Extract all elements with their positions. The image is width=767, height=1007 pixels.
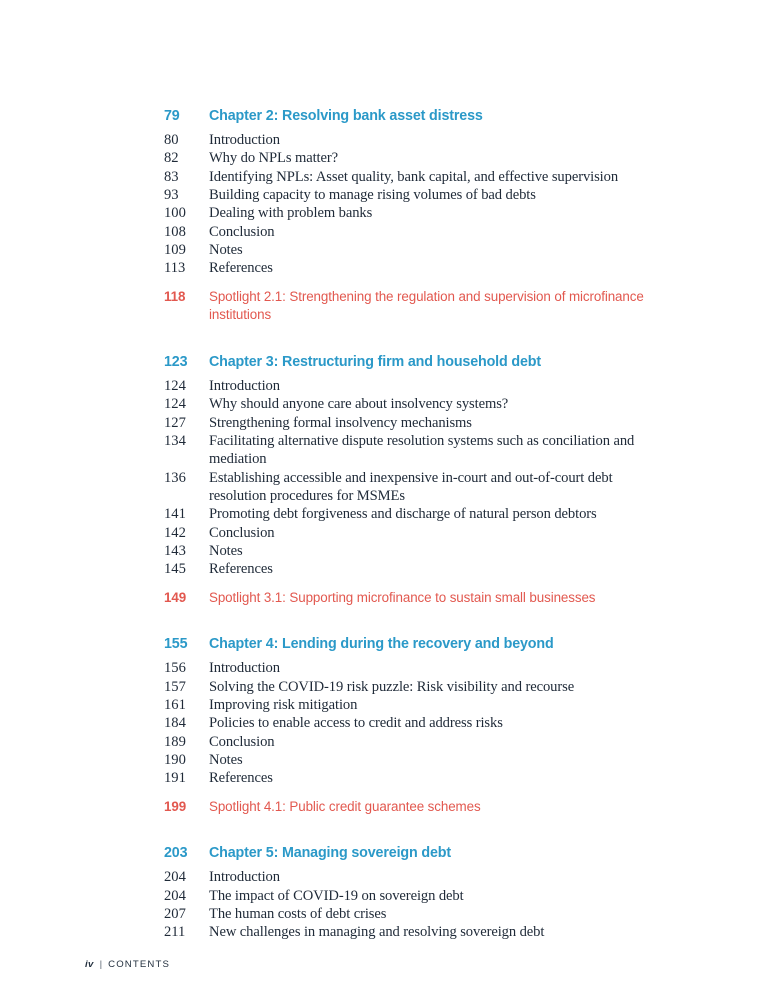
- entry-page-number: 124: [164, 377, 186, 394]
- footer-label: CONTENTS: [108, 959, 171, 970]
- chapter-block: [164, 844, 644, 941]
- entry-title: Spotlight 4.1: Public credit guarantee schemes: [209, 798, 481, 814]
- entry-page-number: 204: [164, 869, 186, 886]
- entry-title: Solving the COVID-19 risk puzzle: Risk visibility and recourse: [209, 678, 575, 695]
- entry-title: Strengthening formal insolvency mechanisms: [209, 414, 472, 431]
- entry-title: Why do NPLs matter?: [209, 150, 339, 167]
- entry-title: Identifying NPLs: Asset quality, bank capital, and effective supervision: [209, 168, 619, 185]
- section-entry[interactable]: [164, 542, 644, 560]
- section-entry[interactable]: [164, 377, 644, 395]
- entry-page-number: 204: [164, 887, 186, 904]
- entry-title: Introduction: [209, 132, 280, 148]
- section-entry[interactable]: [164, 395, 644, 413]
- chapter-block: [164, 635, 644, 816]
- entry-title: Chapter 3: Restructuring firm and household debt: [209, 353, 541, 370]
- section-entry[interactable]: [164, 223, 644, 241]
- entry-page-number: 127: [164, 414, 186, 431]
- entry-page-number: 124: [164, 396, 186, 413]
- section-entry[interactable]: [164, 469, 644, 506]
- entry-title: Facilitating alternative dispute resolution systems such as conciliation and mediation: [209, 432, 635, 468]
- section-entry[interactable]: [164, 887, 644, 905]
- entry-page-number: 161: [164, 697, 186, 713]
- entry-page-number: 141: [164, 506, 186, 523]
- entry-page-number: 155: [164, 636, 188, 653]
- entry-title: Conclusion: [209, 733, 275, 750]
- entry-page-number: 80: [164, 132, 179, 148]
- entry-title: Policies to enable access to credit and address risks: [209, 715, 503, 732]
- chapter-entry[interactable]: [164, 844, 644, 863]
- footer-separator: |: [99, 959, 103, 970]
- section-entry[interactable]: [164, 524, 644, 542]
- entry-title: Notes: [209, 752, 243, 769]
- entry-page-number: 108: [164, 223, 186, 240]
- section-entry[interactable]: [164, 149, 644, 167]
- chapter-entry[interactable]: [164, 107, 644, 126]
- section-entry[interactable]: [164, 751, 644, 769]
- entry-page-number: 142: [164, 524, 186, 541]
- entry-title: Chapter 4: Lending during the recovery and beyond: [209, 636, 554, 653]
- entry-page-number: 211: [164, 924, 186, 941]
- chapter-block: [164, 107, 644, 325]
- entry-title: Establishing accessible and inexpensive in-court and out-of-court debt resolution procedures for MSMEs: [209, 469, 613, 504]
- entry-page-number: 82: [164, 150, 179, 167]
- chapter-entry[interactable]: [164, 353, 644, 372]
- entry-page-number: 203: [164, 845, 188, 862]
- entry-page-number: 109: [164, 242, 186, 259]
- entry-title: Notes: [209, 543, 243, 560]
- section-entry[interactable]: [164, 168, 644, 186]
- entry-title: References: [209, 770, 273, 787]
- entry-title: Improving risk mitigation: [209, 697, 358, 713]
- section-entry[interactable]: [164, 678, 644, 696]
- section-entry[interactable]: [164, 769, 644, 787]
- section-entry[interactable]: [164, 241, 644, 259]
- entry-page-number: 145: [164, 561, 186, 578]
- entry-title: Conclusion: [209, 524, 275, 541]
- entry-title: New challenges in managing and resolving sovereign debt: [209, 924, 545, 941]
- section-entry[interactable]: [164, 432, 644, 469]
- chapter-block: [164, 353, 644, 607]
- entry-title: References: [209, 561, 273, 578]
- section-entry[interactable]: [164, 204, 644, 222]
- entry-page-number: 189: [164, 733, 186, 750]
- entry-page-number: 149: [164, 589, 187, 605]
- folio-number: iv: [85, 959, 94, 970]
- entry-page-number: 136: [164, 469, 186, 486]
- section-entry[interactable]: [164, 714, 644, 732]
- entry-page-number: 184: [164, 715, 186, 732]
- section-entry[interactable]: [164, 659, 644, 677]
- entry-title: Conclusion: [209, 223, 275, 240]
- section-entry[interactable]: [164, 259, 644, 277]
- entry-title: Chapter 5: Managing sovereign debt: [209, 845, 451, 862]
- entry-page-number: 118: [164, 288, 186, 304]
- entry-title: Notes: [209, 242, 243, 259]
- entry-title: Spotlight 2.1: Strengthening the regulation and supervision of microfinance institutions: [209, 288, 644, 323]
- entry-title: Dealing with problem banks: [209, 205, 373, 222]
- entry-title: The impact of COVID-19 on sovereign debt: [209, 887, 464, 904]
- section-entry[interactable]: [164, 905, 644, 923]
- entry-title: Introduction: [209, 660, 280, 677]
- section-entry[interactable]: [164, 696, 644, 714]
- section-entry[interactable]: [164, 868, 644, 886]
- entry-page-number: 134: [164, 432, 186, 449]
- page-footer: [85, 959, 170, 970]
- spotlight-entry[interactable]: [164, 798, 644, 817]
- entry-page-number: 190: [164, 752, 186, 769]
- section-entry[interactable]: [164, 414, 644, 432]
- spotlight-entry[interactable]: [164, 288, 644, 325]
- entry-title: Introduction: [209, 377, 280, 394]
- entry-title: Building capacity to manage rising volumes of bad debts: [209, 187, 536, 204]
- entry-page-number: 93: [164, 187, 179, 204]
- entry-page-number: 191: [164, 770, 186, 787]
- entry-title: Chapter 2: Resolving bank asset distress: [209, 108, 483, 124]
- entry-page-number: 113: [164, 260, 186, 277]
- entry-title: Spotlight 3.1: Supporting microfinance to sustain small businesses: [209, 589, 596, 605]
- entry-page-number: 157: [164, 678, 186, 695]
- section-entry[interactable]: [164, 186, 644, 204]
- entry-title: The human costs of debt crises: [209, 906, 387, 922]
- chapter-entry[interactable]: [164, 635, 644, 654]
- entry-page-number: 207: [164, 906, 186, 922]
- entry-title: Promoting debt forgiveness and discharge of natural person debtors: [209, 506, 597, 523]
- section-entry[interactable]: [164, 733, 644, 751]
- section-entry[interactable]: [164, 505, 644, 523]
- section-entry[interactable]: [164, 923, 644, 941]
- entry-title: References: [209, 260, 273, 277]
- entry-title: Introduction: [209, 869, 280, 886]
- table-of-contents: [164, 107, 644, 942]
- entry-title: Why should anyone care about insolvency systems?: [209, 396, 509, 413]
- entry-page-number: 100: [164, 205, 186, 222]
- section-entry[interactable]: [164, 560, 644, 578]
- entry-page-number: 83: [164, 168, 179, 185]
- entry-page-number: 123: [164, 353, 188, 370]
- section-entry[interactable]: [164, 131, 644, 149]
- entry-page-number: 143: [164, 543, 186, 560]
- entry-page-number: 156: [164, 660, 186, 677]
- spotlight-entry[interactable]: [164, 589, 644, 608]
- entry-page-number: 199: [164, 798, 187, 814]
- entry-page-number: 79: [164, 108, 180, 124]
